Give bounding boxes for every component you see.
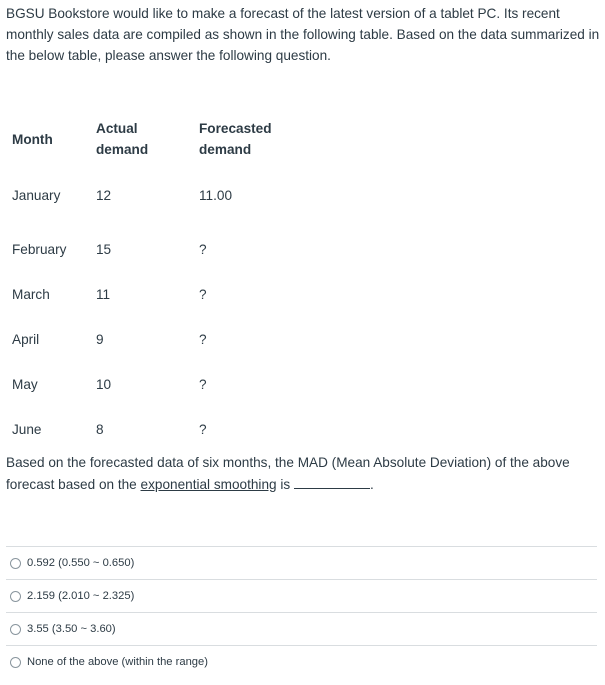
question-text-start: Based on the forecasted data of six months, the MAD (Mean Absolute Deviation) of the above forecast based on the: [6, 455, 570, 492]
question-text: [6, 453, 600, 496]
table-row: [6, 362, 295, 407]
cell-forecast: 11.00: [199, 187, 233, 203]
cell-actual: 9: [96, 332, 104, 347]
radio-button-icon[interactable]: [10, 657, 21, 668]
cell-month: February: [12, 242, 67, 257]
answer-option[interactable]: [6, 612, 597, 645]
cell-forecast: ?: [199, 332, 207, 347]
cell-month: June: [12, 422, 42, 437]
table-row: [6, 407, 295, 452]
table-header-row: [6, 117, 295, 163]
exponential-smoothing-link[interactable]: exponential smoothing: [140, 476, 277, 492]
cell-month: May: [12, 377, 38, 392]
cell-actual: 8: [96, 422, 104, 437]
question-intro: BGSU Bookstore would like to make a forecast of the latest version of a tablet PC. Its recent monthly sales data are compiled as shown in the following table. Based on the data summarized in the below table, please answer the following question.: [6, 6, 600, 63]
answer-choices: [6, 546, 597, 678]
radio-button-icon[interactable]: [10, 591, 21, 602]
cell-actual: 11: [96, 287, 111, 302]
sales-table: [6, 117, 295, 452]
answer-option-label: 2.159 (2.010 ~ 2.325): [27, 590, 135, 602]
answer-option[interactable]: [6, 546, 597, 579]
answer-blank: [294, 474, 370, 489]
question-text-end: is: [276, 476, 291, 492]
table-row: [6, 163, 295, 227]
radio-button-icon[interactable]: [10, 624, 21, 635]
cell-month: March: [12, 287, 50, 302]
cell-forecast: ?: [199, 242, 207, 257]
answer-option-label: 0.592 (0.550 ~ 0.650): [27, 557, 135, 569]
cell-actual: 12: [96, 187, 112, 203]
answer-option[interactable]: [6, 579, 597, 612]
header-forecasted-demand: Forecasted demand: [199, 121, 272, 157]
header-month: Month: [12, 131, 53, 147]
header-actual-demand: Actual demand: [96, 121, 149, 157]
table-row: [6, 317, 295, 362]
question-period: .: [369, 476, 374, 492]
answer-option[interactable]: [6, 645, 597, 678]
cell-month: January: [12, 187, 61, 203]
cell-forecast: ?: [199, 422, 207, 437]
cell-month: April: [12, 332, 40, 347]
radio-button-icon[interactable]: [10, 558, 21, 569]
cell-actual: 10: [96, 377, 112, 392]
answer-option-label: 3.55 (3.50 ~ 3.60): [27, 623, 116, 635]
table-row: [6, 227, 295, 272]
answer-option-label: None of the above (within the range): [27, 656, 208, 668]
cell-actual: 15: [96, 242, 112, 257]
table-row: [6, 272, 295, 317]
cell-forecast: ?: [199, 287, 207, 302]
cell-forecast: ?: [199, 377, 207, 392]
